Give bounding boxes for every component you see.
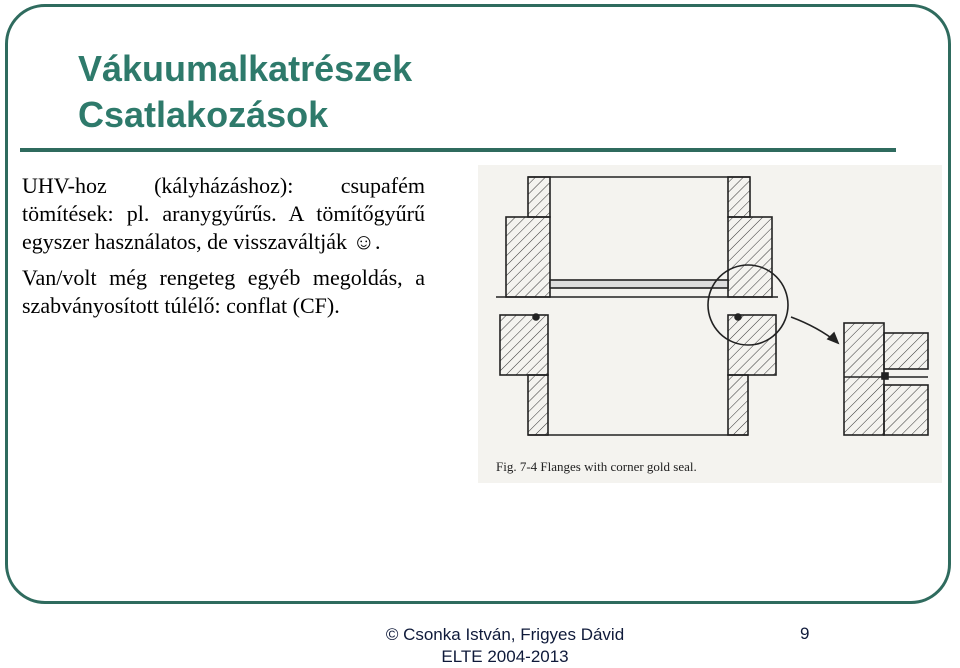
- flange-drawing: [478, 165, 942, 483]
- title-line-2: Csatlakozások: [78, 94, 329, 135]
- footer: [370, 624, 640, 668]
- page-number: 9: [800, 624, 810, 643]
- title-line-1: Vákuumalkatrészek: [78, 48, 413, 89]
- footer-authors: © Csonka István, Frigyes Dávid: [385, 625, 625, 644]
- footer-years: ELTE 2004-2013: [441, 647, 569, 666]
- paragraph-2: Van/volt még rengeteg egyéb megoldás, a szabványosított túlélő: conflat (CF).: [22, 265, 425, 318]
- flange-figure: [478, 165, 942, 483]
- title-divider: [20, 148, 896, 152]
- paragraph-1: UHV-hoz (kályházáshoz): csupafém tömítések: pl. aranygyűrűs. A tömítőgyűrű egyszer használatos, de visszaváltják ☺.: [22, 173, 425, 254]
- slide-title: [78, 46, 412, 138]
- figure-caption: Fig. 7-4 Flanges with corner gold seal.: [496, 459, 697, 474]
- body-text: [22, 172, 425, 328]
